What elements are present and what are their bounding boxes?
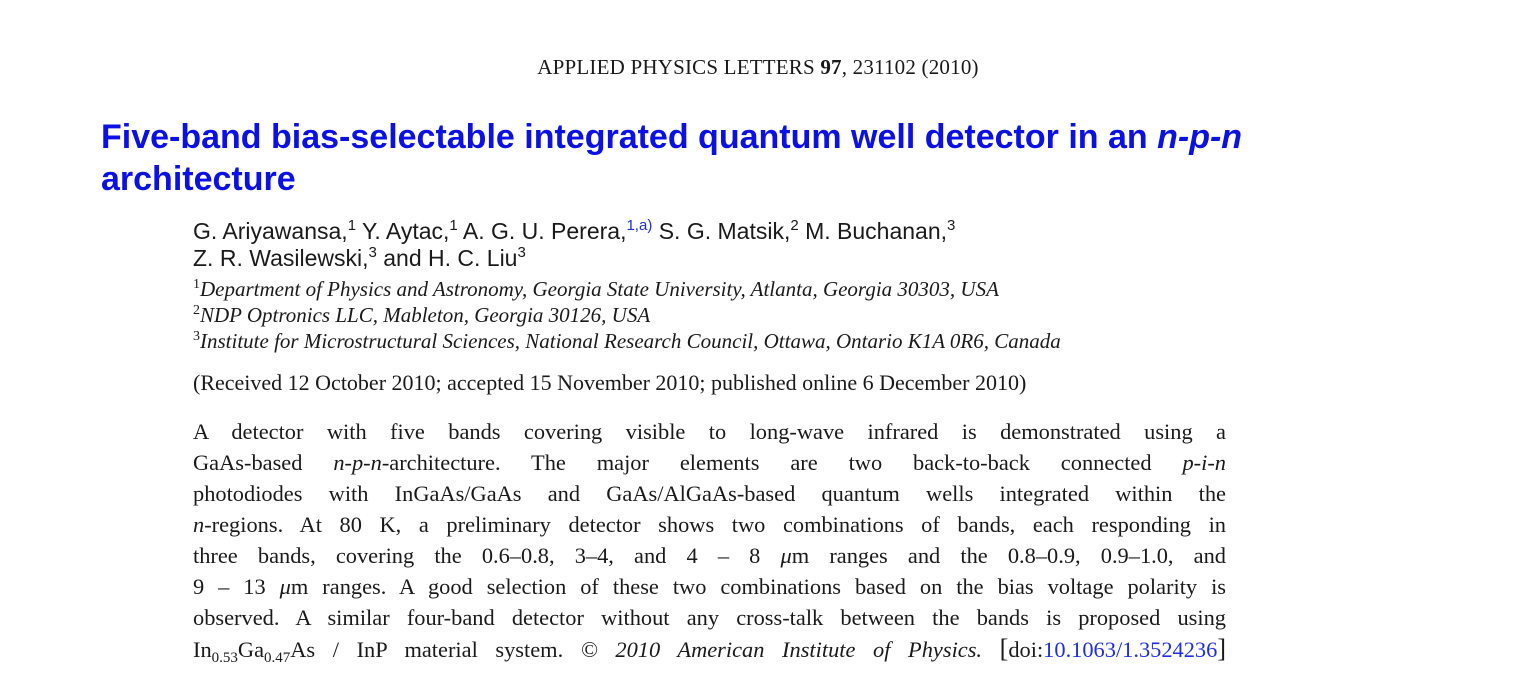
text-run-italic: n-p-n <box>333 450 382 475</box>
affiliation-text: NDP Optronics LLC, Mableton, Georgia 30126, USA <box>200 303 651 327</box>
author-affil-sup: 3 <box>368 244 377 261</box>
affiliation-sup: 1 <box>193 277 200 292</box>
author-name: Z. R. Wasilewski, <box>193 245 369 271</box>
text-run: three bands, covering the 0.6–0.8, 3–4, and 4 – 8 <box>193 543 781 568</box>
journal-header <box>0 55 1516 80</box>
text-run-italic: n <box>193 512 205 537</box>
author-name: G. Ariyawansa, <box>193 218 348 244</box>
author-affil-sup: 1 <box>449 217 458 234</box>
affiliation-item <box>193 328 1293 354</box>
affiliation-text: Institute for Microstructural Sciences, National Research Council, Ottawa, Ontario K1A 0R6, Canada <box>200 329 1061 353</box>
text-run: 9 – 13 <box>193 574 280 599</box>
affiliation-text: Department of Physics and Astronomy, Georgia State University, Atlanta, Georgia 30303, USA <box>200 277 999 301</box>
doi-label: doi: <box>1008 637 1044 662</box>
journal-volume: 97 <box>820 55 842 79</box>
journal-name: APPLIED PHYSICS LETTERS <box>537 55 815 79</box>
doi-link[interactable]: 10.1063/1.3524236 <box>1043 637 1218 662</box>
author-affil-sup: 3 <box>947 217 956 234</box>
affiliation-list <box>193 276 1293 354</box>
affiliation-item <box>193 276 1293 302</box>
text-run: GaAs-based <box>193 450 334 475</box>
abstract-line: A detector with five bands covering visible to long-wave infrared is demonstrated using a <box>193 419 1226 444</box>
affiliation-sup: 3 <box>193 329 200 344</box>
author-name: M. Buchanan, <box>798 218 948 244</box>
title-italic: n-p-n <box>1157 118 1243 156</box>
author-name: S. G. Matsik, <box>652 218 791 244</box>
author-name: A. G. U. Perera, <box>457 218 627 244</box>
abstract-line: photodiodes with InGaAs/GaAs and GaAs/AlGaAs-based quantum wells integrated within the <box>193 481 1226 506</box>
text-run: In <box>193 637 212 662</box>
abstract-line <box>193 540 1226 571</box>
text-run-italic: p-i-n <box>1182 450 1226 475</box>
subscript: 0.47 <box>264 650 291 666</box>
author-line-1 <box>193 218 1293 245</box>
abstract-line: observed. A similar four-band detector without any cross-talk between the bands is proposed using <box>193 605 1226 630</box>
abstract-line <box>193 633 1226 665</box>
text-run: -regions. At 80 K, a preliminary detector shows two combinations of bands, each responding in <box>204 512 1226 537</box>
abstract <box>193 416 1226 665</box>
mu-symbol: μ <box>780 543 792 568</box>
title-line2: architecture <box>101 160 296 198</box>
copyright-notice: © 2010 American Institute of Physics. <box>580 637 983 662</box>
author-list <box>193 218 1293 272</box>
author-affil-sup: 3 <box>517 244 526 261</box>
author-name: and H. C. Liu <box>376 245 518 271</box>
author-affil-sup-link[interactable]: 1,a) <box>626 217 653 234</box>
bracket: [ <box>999 634 1009 663</box>
text-run: As / InP material system. <box>290 637 581 662</box>
text-run: -architecture. The major elements are two back-to-back connected <box>381 450 1183 475</box>
received-dates: (Received 12 October 2010; accepted 15 November 2010; published online 6 December 2010) <box>193 370 1027 395</box>
affiliation-item <box>193 302 1293 328</box>
mu-symbol: μ <box>279 574 291 599</box>
author-line-2 <box>193 245 1293 272</box>
affiliation-sup: 2 <box>193 303 200 318</box>
author-name: Y. Aytac, <box>356 218 450 244</box>
subscript: 0.53 <box>211 650 238 666</box>
author-affil-sup: 1 <box>347 217 357 234</box>
bracket: ] <box>1217 634 1226 663</box>
abstract-line <box>193 571 1226 602</box>
text-run: m ranges. A good selection of these two combinations based on the bias voltage polarity is <box>290 574 1227 599</box>
author-affil-sup: 2 <box>790 217 799 234</box>
text-run: Ga <box>237 637 265 662</box>
paper-title <box>101 116 1401 200</box>
title-main: Five-band bias-selectable integrated quantum well detector in an <box>101 118 1148 156</box>
abstract-line <box>193 509 1226 540</box>
text-run: m ranges and the 0.8–0.9, 0.9–1.0, and <box>791 543 1226 568</box>
abstract-line <box>193 447 1226 478</box>
journal-page-year: , 231102 (2010) <box>841 55 979 79</box>
